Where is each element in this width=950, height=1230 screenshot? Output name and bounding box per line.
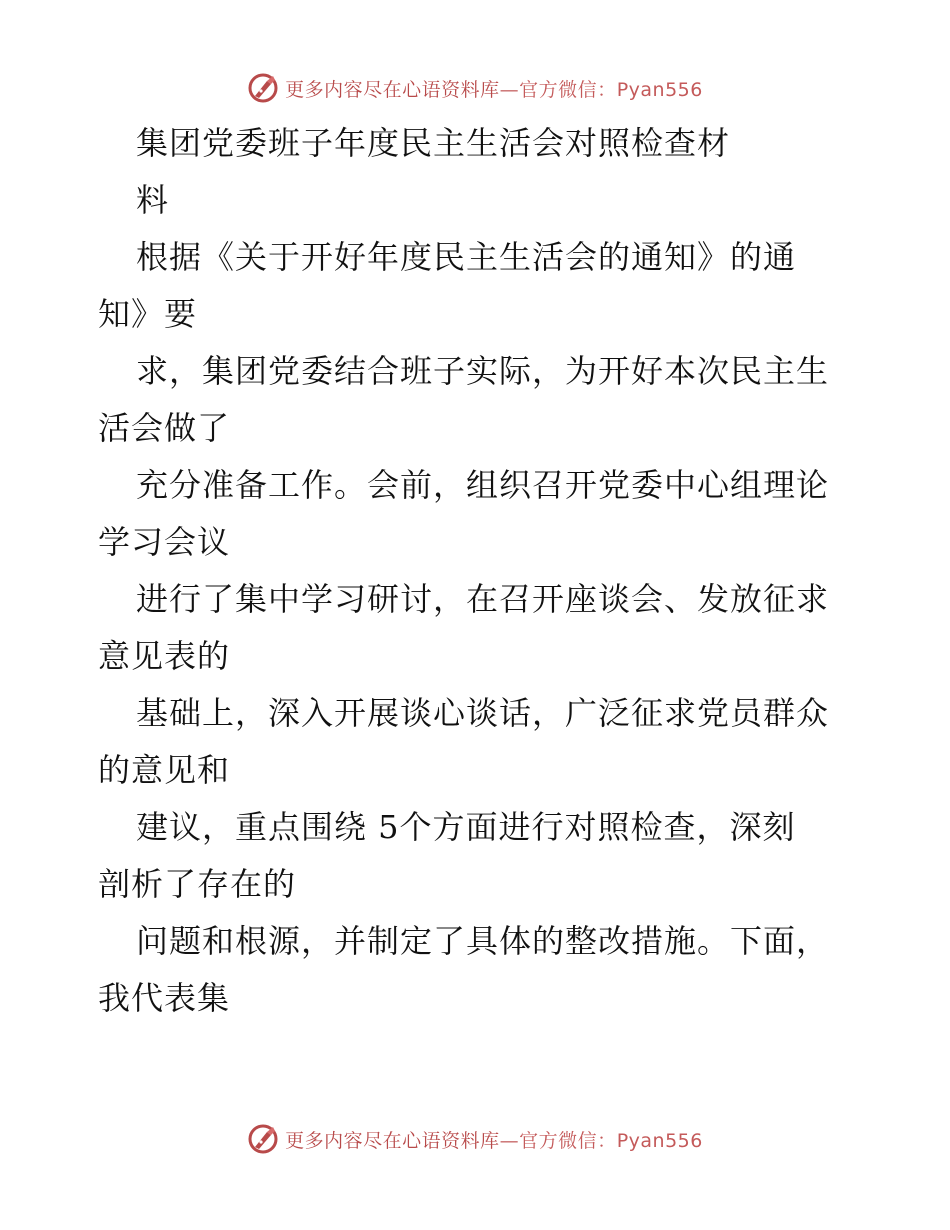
pen-nib-circle-icon: [247, 72, 279, 104]
banner-site-text: 更多内容尽在心语资料库: [285, 78, 500, 101]
doc-line: 料: [136, 181, 170, 219]
doc-line: 我代表集: [98, 979, 231, 1017]
banner-wechat-label: 官方微信：: [519, 1129, 617, 1152]
doc-line: 问题和根源，并制定了具体的整改措施。下面，: [136, 922, 830, 960]
doc-line: 求，集团党委结合班子实际，为开好本次民主生: [136, 352, 830, 390]
header-banner: [0, 72, 950, 104]
doc-line: 基础上，深入开展谈心谈话，广泛征求党员群众: [136, 694, 830, 732]
doc-line: 知》要: [98, 295, 198, 333]
banner-site-text: 更多内容尽在心语资料库: [285, 1129, 500, 1152]
banner-wechat-id: Pyan556: [616, 78, 703, 101]
doc-line: 集团党委班子年度民主生活会对照检查材: [136, 124, 731, 162]
banner-text: [285, 1126, 703, 1153]
banner-wechat-id: Pyan556: [616, 1129, 703, 1152]
doc-line: 进行了集中学习研讨，在召开座谈会、发放征求: [136, 580, 830, 618]
banner-text: [285, 75, 703, 102]
doc-line: 充分准备工作。会前，组织召开党委中心组理论: [136, 466, 830, 504]
document-body: [98, 124, 858, 1036]
banner-separator: —: [499, 1129, 520, 1152]
doc-line: 的意见和: [98, 751, 231, 789]
doc-line: 剖析了存在的: [98, 865, 297, 903]
doc-line: 活会做了: [98, 409, 231, 447]
doc-line: 意见表的: [98, 637, 231, 675]
pen-nib-circle-icon: [247, 1123, 279, 1155]
banner-separator: —: [499, 78, 520, 101]
banner-wechat-label: 官方微信：: [519, 78, 617, 101]
doc-line: 建议，重点围绕 5个方面进行对照检查，深刻: [136, 808, 796, 846]
footer-banner: [0, 1123, 950, 1155]
doc-line: 根据《关于开好年度民主生活会的通知》的通: [136, 238, 797, 276]
doc-line: 学习会议: [98, 523, 231, 561]
